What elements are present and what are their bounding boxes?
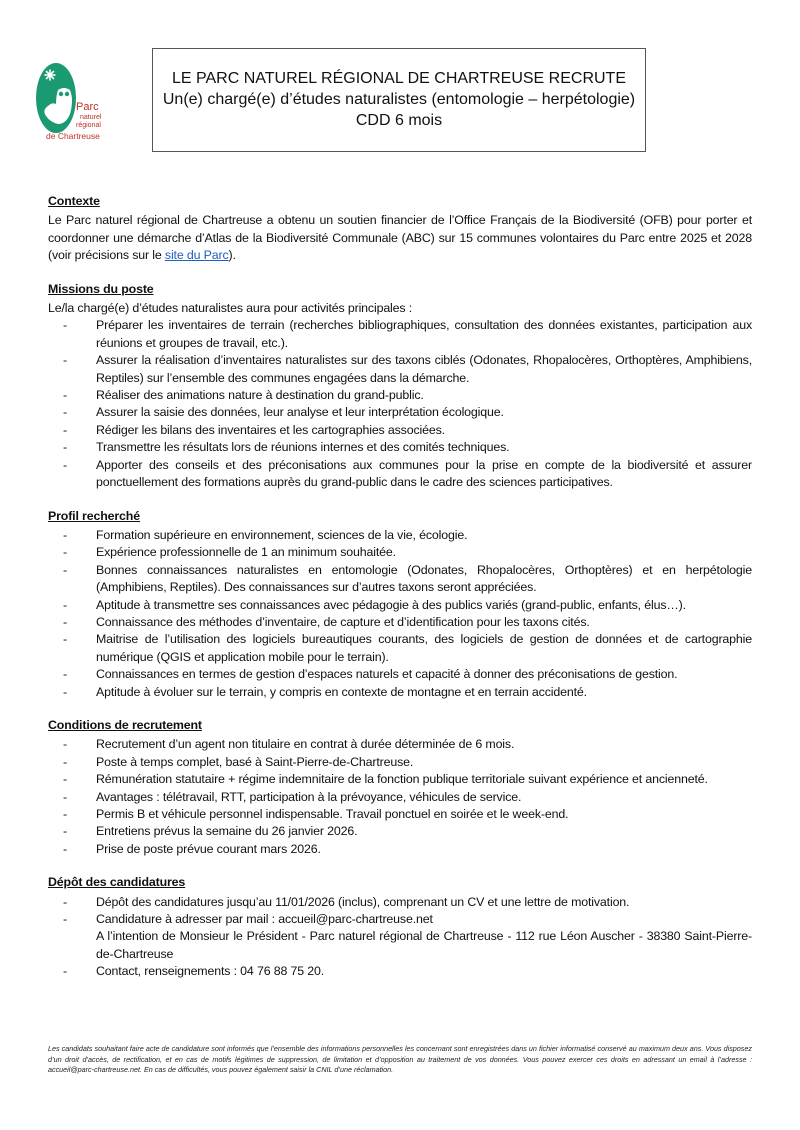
list-item: - Formation supérieure en environnement, sciences de la vie, écologie. <box>48 527 752 544</box>
list-item: - Permis B et véhicule personnel indispensable. Travail ponctuel en soirée et le week-end. <box>48 806 752 823</box>
park-logo <box>34 58 114 148</box>
list-item: - Aptitude à évoluer sur le terrain, y compris en contexte de montagne et en terrain accidenté. <box>48 684 752 701</box>
missions-intro: Le/la chargé(e) d’études naturalistes aura pour activités principales : <box>48 301 413 316</box>
conditions-list <box>48 736 752 858</box>
section-title: Missions du poste <box>48 281 154 296</box>
list-item: - Dépôt des candidatures jusqu’au 11/01/2026 (inclus), comprenant un CV et une lettre de motivation. <box>48 894 752 911</box>
list-item: - Avantages : télétravail, RTT, participation à la prévoyance, véhicules de service. <box>48 789 752 806</box>
postal-address: A l’intention de Monsieur le Président - Parc naturel régional de Chartreuse - 112 rue Léon Auscher - 38380 Saint-Pierre-de-Chartreuse <box>96 929 752 961</box>
missions-list <box>48 317 752 491</box>
list-item: - Assurer la réalisation d’inventaires naturalistes sur des taxons ciblés (Odonates, Rhopalocères, Orthoptères, Amphibiens, Reptiles) sur l’ensemble des communes engagées dans la démarche. <box>48 352 752 387</box>
list-item: - Prise de poste prévue courant mars 2026. <box>48 841 752 858</box>
document-body <box>48 193 752 997</box>
svg-text:régional: régional <box>76 122 101 129</box>
list-item: - Assurer la saisie des données, leur analyse et leur interprétation écologique. <box>48 404 752 421</box>
list-item: - Transmettre les résultats lors de réunions internes et des comités techniques. <box>48 439 752 456</box>
list-item: - Apporter des conseils et des préconisations aux communes pour la prise en compte de la biodiversité et assurer ponctuellement des formations auprès du grand-public dans le cadre des sciences participatives. <box>48 457 752 492</box>
email-instruction: - Candidature à adresser par mail : accueil@parc-chartreuse.net <box>96 912 433 927</box>
list-item: - Préparer les inventaires de terrain (recherches bibliographiques, consultation des données existantes, participation aux réunions et groupes de travail, etc.). <box>48 317 752 352</box>
section-title: Profil recherché <box>48 508 140 523</box>
list-item: - Bonnes connaissances naturalistes en entomologie (Odonates, Rhopalocères, Orthoptères) et en herpétologie (Amphibiens, Reptiles). Des connaissances sur d’autres taxons seront appréciées. <box>48 562 752 597</box>
depot-list <box>48 894 752 981</box>
svg-text:de Chartreuse: de Chartreuse <box>46 131 100 141</box>
list-item: - Expérience professionnelle de 1 an minimum souhaitée. <box>48 544 752 561</box>
owl-logo-icon <box>34 58 114 148</box>
list-item: - Entretiens prévus la semaine du 26 janvier 2026. <box>48 823 752 840</box>
svg-text:naturel: naturel <box>80 114 102 121</box>
section-conditions <box>48 717 752 858</box>
list-item: - Contact, renseignements : 04 76 88 75 20. <box>48 963 752 980</box>
list-item <box>48 911 752 963</box>
list-item: - Rédiger les bilans des inventaires et les cartographies associées. <box>48 422 752 439</box>
contexte-text-end: ). <box>228 248 236 263</box>
list-item: - Recrutement d’un agent non titulaire en contrat à durée déterminée de 6 mois. <box>48 736 752 753</box>
list-item: - Rémunération statutaire + régime indemnitaire de la fonction publique territoriale suivant expérience et ancienneté. <box>48 771 752 788</box>
list-item: - Connaissance des méthodes d’inventaire, de capture et d’identification pour les taxons cités. <box>48 614 752 631</box>
header-line-3: CDD 6 mois <box>355 112 443 129</box>
privacy-footnote: Les candidats souhaitant faire acte de candidature sont informés que l’ensemble des informations personnelles les concernant sont enregistrées dans un fichier informatisé conservé au maximum deux ans. Vous disposez d’un droit d’accès, de rectification, et en cas de motifs légitimes de suppression, de limitation et d’opposition au traitement de vos données. Vous pouvez exercer ces droits en adressant un email à l’adresse : accueil@parc-chartreuse.net. En cas de difficultés, vous pouvez également saisir la CNIL d’une réclamation. <box>48 1044 752 1075</box>
section-depot <box>48 874 752 980</box>
section-title: Dépôt des candidatures <box>48 875 186 890</box>
header-line-1: LE PARC NATUREL RÉGIONAL DE CHARTREUSE RECRUTE <box>171 70 626 87</box>
section-title: Conditions de recrutement <box>48 717 202 732</box>
svg-text:Parc: Parc <box>76 101 99 113</box>
list-item: - Maitrise de l’utilisation des logiciels bureautiques courants, des logiciels de gestion de données et de cartographie numérique (QGIS et application mobile pour le terrain). <box>48 631 752 666</box>
list-item: - Aptitude à transmettre ses connaissances avec pédagogie à des publics variés (grand-public, enfants, élus…). <box>48 597 752 614</box>
section-title: Contexte <box>48 194 100 208</box>
section-contexte <box>48 193 752 265</box>
profil-list <box>48 527 752 701</box>
job-title-box <box>152 48 646 152</box>
section-missions <box>48 281 752 492</box>
section-profil <box>48 508 752 701</box>
contexte-text: Le Parc naturel régional de Chartreuse a obtenu un soutien financier de l’Office Français de la Biodiversité (OFB) pour porter et coordonner une démarche d’Atlas de la Biodiversité Communale (ABC) sur 15 communes volontaires du Parc entre 2025 et 2028 (voir précisions sur le <box>48 213 752 263</box>
list-item: - Poste à temps complet, basé à Saint-Pierre-de-Chartreuse. <box>48 754 752 771</box>
site-du-parc-link[interactable]: site du Parc <box>164 248 229 263</box>
header-line-2: Un(e) chargé(e) d’études naturalistes (entomologie – herpétologie) <box>162 91 636 108</box>
list-item: - Connaissances en termes de gestion d’espaces naturels et capacité à donner des préconisations de gestion. <box>48 666 752 683</box>
list-item: - Réaliser des animations nature à destination du grand-public. <box>48 387 752 404</box>
contexte-paragraph <box>48 212 752 264</box>
